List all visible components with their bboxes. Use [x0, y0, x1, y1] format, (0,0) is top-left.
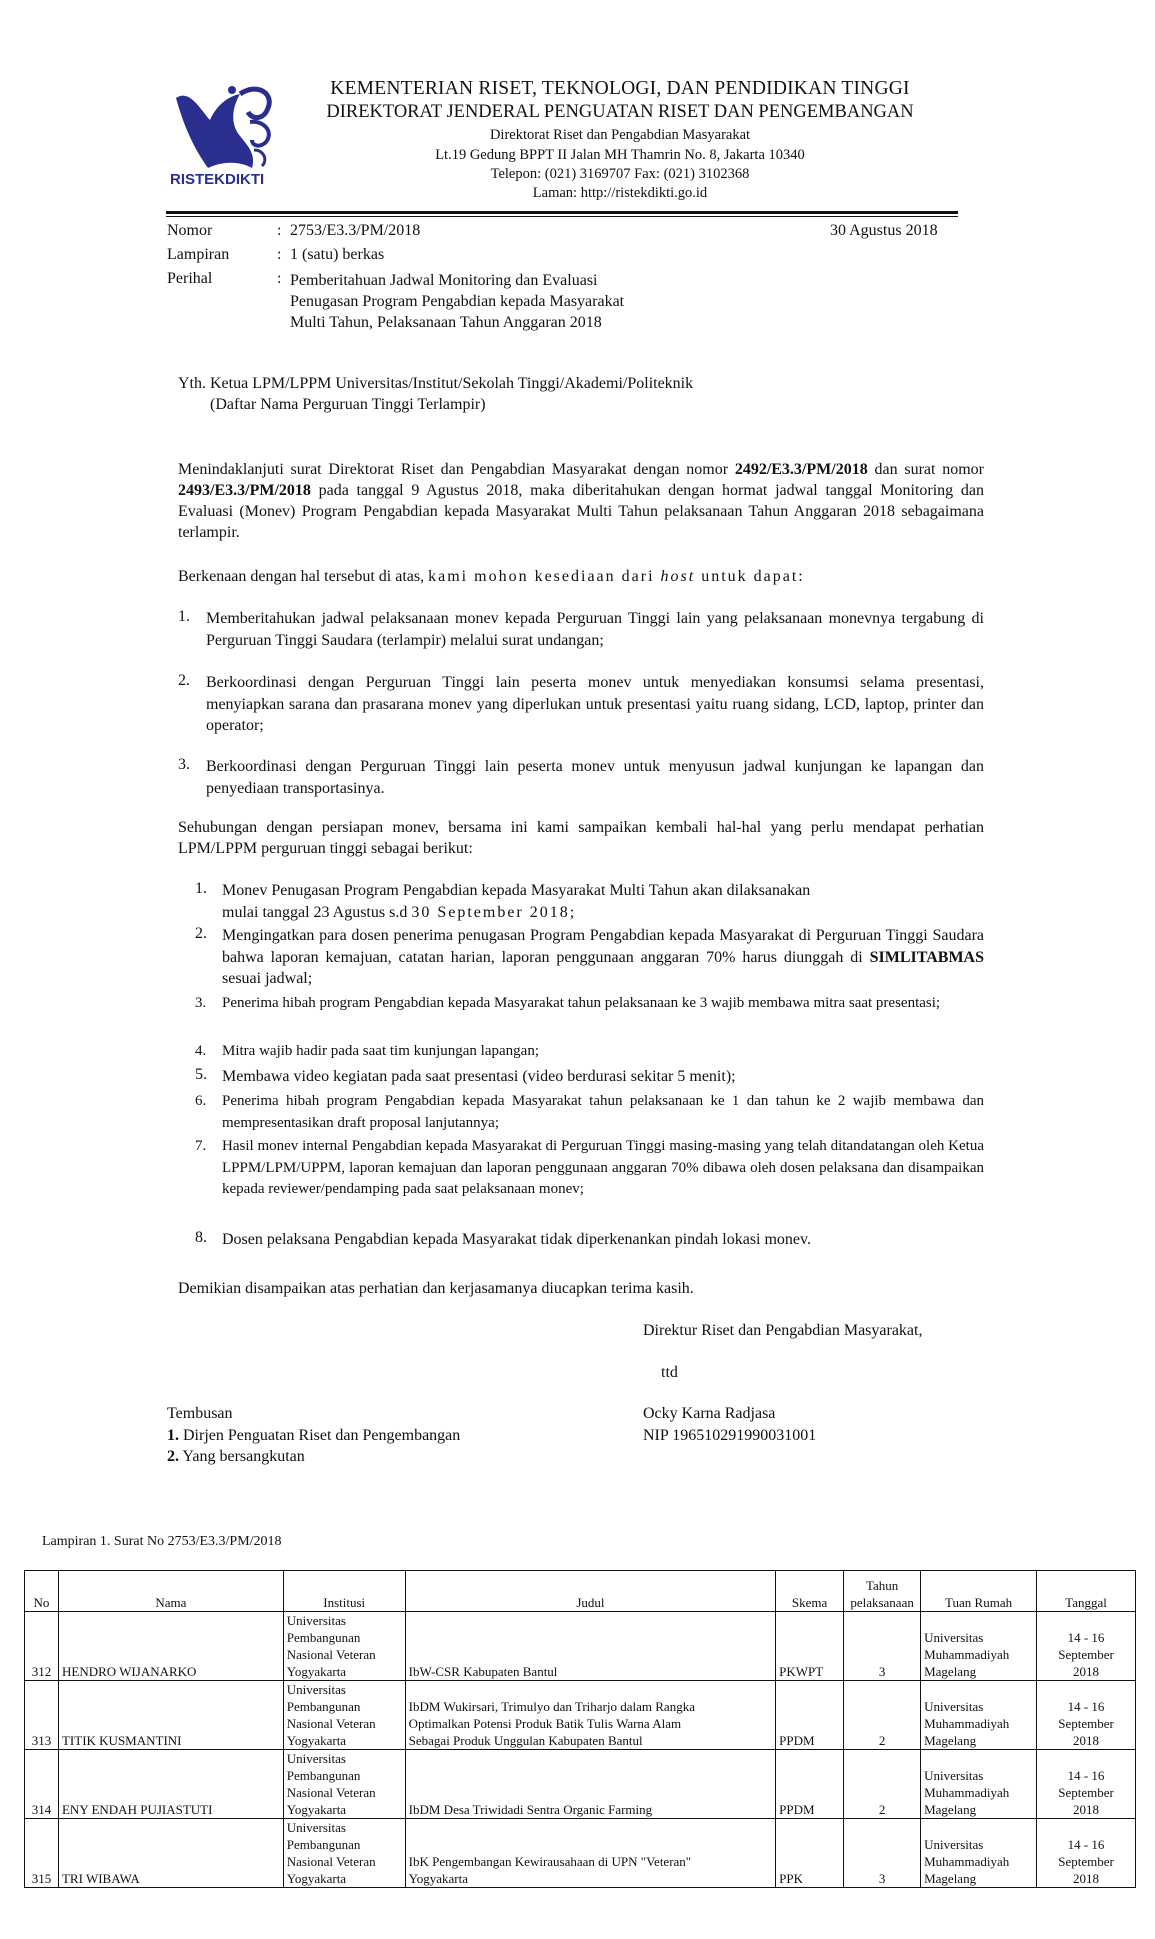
header-tahun-line-2: pelaksanaan	[850, 1595, 914, 1610]
cell-tahun: 2	[844, 1750, 921, 1819]
table-row	[25, 1681, 1136, 1750]
header-skema: Skema	[776, 1571, 844, 1612]
request-3-number: 3.	[178, 756, 190, 773]
cell-tanggal-line: 14 - 16	[1067, 1837, 1105, 1852]
p2-text-c: untuk dapat:	[695, 568, 805, 585]
cell-no: 314	[25, 1750, 59, 1819]
table-row	[25, 1750, 1136, 1819]
cell-tanggal-line: 14 - 16	[1067, 1768, 1105, 1783]
cell-institusi-line: Universitas	[286, 1820, 346, 1835]
p2-text-a: Berkenaan dengan hal tersebut di atas,	[178, 568, 429, 585]
cell-tahun: 3	[844, 1819, 921, 1888]
cell-tuan-rumah-line: Muhammadiyah	[924, 1854, 1010, 1869]
cell-tanggal-line: September	[1058, 1854, 1114, 1869]
cell-tanggal-line: September	[1058, 1716, 1114, 1731]
cell-judul-line: IbDM Desa Triwidadi Sentra Organic Farming	[408, 1802, 653, 1817]
cell-nama: TITIK KUSMANTINI	[58, 1681, 283, 1750]
cell-tuan-rumah-line: Universitas	[924, 1699, 984, 1714]
directorate-name: Direktorat Riset dan Pengabdian Masyarakat	[489, 127, 751, 143]
cell-skema: PPDM	[776, 1750, 844, 1819]
header-judul: Judul	[405, 1571, 775, 1612]
cell-institusi-line: Pembangunan	[286, 1837, 361, 1852]
note-2-simlitabmas: SIMLITABMAS	[869, 948, 984, 966]
cell-institusi-line: Universitas	[286, 1613, 346, 1628]
recipient-line-1: Yth. Ketua LPM/LPPM Universitas/Institut/Sekolah Tinggi/Akademi/Politeknik	[178, 375, 694, 392]
cell-judul-line: Sebagai Produk Unggulan Kabupaten Bantul	[408, 1733, 643, 1748]
note-3-number: 3.	[195, 995, 207, 1011]
office-phone: Telepon: (021) 3169707 Fax: (021) 3102368	[490, 166, 750, 182]
request-2-number: 2.	[178, 672, 190, 689]
cell-tanggal	[1037, 1612, 1136, 1681]
cell-tanggal	[1037, 1750, 1136, 1819]
cell-tuan-rumah	[921, 1612, 1037, 1681]
cell-tuan-rumah-line: Magelang	[924, 1802, 977, 1817]
cell-no: 312	[25, 1612, 59, 1681]
cc-item-2-number: 2.	[167, 1448, 179, 1465]
perihal-colon: :	[277, 270, 282, 287]
cell-tuan-rumah-line: Muhammadiyah	[924, 1785, 1010, 1800]
signatory-title: Direktur Riset dan Pengabdian Masyarakat,	[643, 1322, 923, 1339]
request-2-text: Berkoordinasi dengan Perguruan Tinggi lain peserta monev untuk menyediakan konsumsi selama presentasi, menyiapkan sarana dan prasarana monev yang diperlukan untuk presentasi yaitu ruang sidang, LCD, laptop, printer dan operator;	[206, 674, 984, 734]
note-2-number: 2.	[195, 925, 207, 942]
letterhead-rule-thick	[166, 211, 958, 214]
cell-judul-line: IbDM Wukirsari, Trimulyo dan Triharjo dalam Rangka	[408, 1699, 695, 1714]
cell-judul	[405, 1681, 775, 1750]
header-institusi: Institusi	[283, 1571, 405, 1612]
cell-institusi-line: Yogyakarta	[286, 1871, 347, 1886]
cell-tuan-rumah	[921, 1681, 1037, 1750]
perihal-line: Multi Tahun, Pelaksanaan Tahun Anggaran 2018	[290, 314, 602, 331]
cc-label: Tembusan	[167, 1405, 233, 1422]
note-1-line-2a: mulai tanggal 23 Agustus s.d	[222, 903, 412, 921]
request-1-text: Memberitahukan jadwal pelaksanaan monev kepada Perguruan Tinggi lain yang pelaksanaan monevnya tergabung di Perguruan Tinggi Saudara (terlampir) melalui surat undangan;	[206, 610, 984, 649]
ministry-title: KEMENTERIAN RISET, TEKNOLOGI, DAN PENDIDIKAN TINGGI	[330, 78, 910, 99]
cell-tuan-rumah-line: Magelang	[924, 1871, 977, 1886]
note-1-line-1: Monev Penugasan Program Pengabdian kepada Masyarakat Multi Tahun akan dilaksanakan	[222, 882, 811, 899]
cc-item-2	[167, 1448, 305, 1466]
table-row	[25, 1819, 1136, 1888]
request-intro	[178, 566, 984, 587]
header-tahun-line-1: Tahun	[865, 1578, 899, 1593]
cell-tanggal-line: September	[1058, 1647, 1114, 1662]
note-1-end-date: 30 September 2018;	[411, 903, 577, 921]
closing-sentence: Demikian disampaikan atas perhatian dan kerjasamanya diucapkan terima kasih.	[178, 1280, 694, 1297]
recipient-line-2: (Daftar Nama Perguruan Tinggi Terlampir)	[210, 396, 486, 413]
nomor-colon: :	[277, 222, 282, 239]
cell-judul	[405, 1750, 775, 1819]
cell-institusi-line: Pembangunan	[286, 1699, 361, 1714]
header-nama: Nama	[58, 1571, 283, 1612]
signature-ttd: ttd	[661, 1364, 678, 1381]
cell-judul-line: Optimalkan Potensi Produk Batik Tulis Warna Alam	[408, 1716, 682, 1731]
request-1-number: 1.	[178, 608, 190, 625]
cell-tuan-rumah-line: Muhammadiyah	[924, 1647, 1010, 1662]
p1-reference-2: 2493/E3.3/PM/2018	[178, 482, 311, 499]
p1-reference-1: 2492/E3.3/PM/2018	[734, 461, 868, 478]
perihal-label: Perihal	[167, 270, 213, 287]
note-4-number: 4.	[195, 1043, 207, 1059]
note-1-text	[222, 880, 962, 923]
header-no: No	[25, 1571, 59, 1612]
p1-text-c: pada tanggal 9 Agustus 2018, maka diberitahukan dengan hormat jadwal tanggal Monitoring dan Evaluasi (Monev) Program Pengabdian kepada Masyarakat Multi Tahun pelaksanaan Tahun Anggaran 2018 sebagaimana terlampir.	[178, 482, 984, 541]
office-address: Lt.19 Gedung BPPT II Jalan MH Thamrin No. 8, Jakarta 10340	[435, 147, 805, 163]
cell-tanggal-line: 14 - 16	[1067, 1699, 1105, 1714]
cell-tahun: 2	[844, 1681, 921, 1750]
opening-paragraph	[178, 459, 984, 543]
cell-institusi-line: Universitas	[286, 1682, 346, 1697]
note-6-number: 6.	[195, 1093, 207, 1109]
ristekdikti-logo-graphic	[168, 76, 280, 188]
cell-nama: HENDRO WIJANARKO	[58, 1612, 283, 1681]
cell-judul	[405, 1612, 775, 1681]
notes-intro: Sehubungan dengan persiapan monev, bersama ini kami sampaikan kembali hal-hal yang perlu mendapat perhatian LPM/LPPM perguruan tinggi sebagai berikut:	[178, 819, 984, 857]
cell-judul	[405, 1819, 775, 1888]
cell-institusi-line: Pembangunan	[286, 1630, 361, 1645]
table-row	[25, 1612, 1136, 1681]
perihal-line: Pemberitahuan Jadwal Monitoring dan Evaluasi	[290, 272, 598, 289]
note-3-text: Penerima hibah program Pengabdian kepada Masyarakat tahun pelaksanaan ke 3 wajib membawa mitra saat presentasi;	[222, 995, 941, 1011]
cell-tuan-rumah	[921, 1750, 1037, 1819]
logo-text: RISTEKDIKTI	[170, 171, 265, 188]
cell-institusi-line: Universitas	[286, 1751, 346, 1766]
cc-item-1-text: Dirjen Penguatan Riset dan Pengembangan	[183, 1427, 461, 1444]
cell-tanggal-line: 2018	[1073, 1871, 1100, 1886]
cell-skema: PPDM	[776, 1681, 844, 1750]
note-2-text-b: sesuai jadwal;	[222, 970, 313, 987]
cell-institusi	[283, 1681, 405, 1750]
cell-institusi-line: Yogyakarta	[286, 1733, 347, 1748]
cell-tanggal-line: September	[1058, 1785, 1114, 1800]
cell-tuan-rumah-line: Muhammadiyah	[924, 1716, 1010, 1731]
cell-institusi	[283, 1612, 405, 1681]
note-7-number: 7.	[195, 1138, 207, 1154]
request-3-text: Berkoordinasi dengan Perguruan Tinggi lain peserta monev untuk menyusun jadwal kunjungan ke lapangan dan penyediaan transportasinya.	[206, 758, 984, 797]
p2-host: host	[660, 568, 696, 585]
cell-institusi-line: Nasional Veteran	[286, 1785, 376, 1800]
attachment-label: Lampiran 1. Surat No 2753/E3.3/PM/2018	[42, 1534, 282, 1549]
note-1-number: 1.	[195, 880, 207, 897]
cc-item-1-number: 1.	[167, 1427, 179, 1444]
cell-institusi-line: Nasional Veteran	[286, 1854, 376, 1869]
cell-institusi-line: Pembangunan	[286, 1768, 361, 1783]
perihal-value	[290, 270, 624, 333]
cell-tanggal-line: 14 - 16	[1067, 1630, 1105, 1645]
cell-tuan-rumah-line: Universitas	[924, 1768, 984, 1783]
letter-date: 30 Agustus 2018	[830, 222, 938, 239]
cell-tuan-rumah	[921, 1819, 1037, 1888]
perihal-line: Penugasan Program Pengabdian kepada Masyarakat	[290, 293, 625, 310]
cell-judul-line: IbK Pengembangan Kewirausahaan di UPN "Veteran"	[408, 1854, 692, 1869]
cell-tanggal	[1037, 1681, 1136, 1750]
office-website: Laman: http://ristekdikti.go.id	[532, 185, 708, 201]
cell-tahun: 3	[844, 1612, 921, 1681]
cell-skema: PKWPT	[776, 1612, 844, 1681]
header-tanggal: Tanggal	[1037, 1571, 1136, 1612]
note-5-number: 5.	[195, 1066, 207, 1083]
note-8-number: 8.	[195, 1229, 207, 1246]
cell-institusi-line: Nasional Veteran	[286, 1716, 376, 1731]
signatory-nip: NIP 196510291990031001	[643, 1427, 817, 1444]
header-tuan-rumah: Tuan Rumah	[921, 1571, 1037, 1612]
note-7-text: Hasil monev internal Pengabdian kepada Masyarakat di Perguruan Tinggi masing-masing yang telah ditandatangan oleh Ketua LPPM/LPM/UPPM, laporan kemajuan dan laporan penggunaan anggaran 70% dibawa oleh dosen pelaksana dan disampaikan kepada reviewer/pendamping pada saat pelaksanaan monev;	[222, 1138, 984, 1197]
cell-tuan-rumah-line: Universitas	[924, 1630, 984, 1645]
ristekdikti-logo	[168, 76, 280, 188]
cell-tanggal-line: 2018	[1073, 1664, 1100, 1679]
cell-tuan-rumah-line: Universitas	[924, 1837, 984, 1852]
letterhead-rule-thin	[166, 216, 958, 217]
p1-text-b: dan surat nomor	[867, 461, 984, 478]
cell-tanggal-line: 2018	[1073, 1733, 1100, 1748]
cc-item-2-text: Yang bersangkutan	[182, 1448, 305, 1465]
note-8-text: Dosen pelaksana Pengabdian kepada Masyarakat tidak diperkenankan pindah lokasi monev.	[222, 1231, 811, 1248]
p2-text-b: kami mohon kesediaan dari	[428, 568, 661, 585]
cell-skema: PPK	[776, 1819, 844, 1888]
cell-judul-line: IbW-CSR Kabupaten Bantul	[408, 1664, 558, 1679]
cell-tuan-rumah-line: Magelang	[924, 1664, 977, 1679]
cc-item-1	[167, 1427, 460, 1445]
cell-institusi-line: Yogyakarta	[286, 1664, 347, 1679]
cell-nama: ENY ENDAH PUJIASTUTI	[58, 1750, 283, 1819]
directorate-general-title: DIREKTORAT JENDERAL PENGUATAN RISET DAN PENGEMBANGAN	[326, 102, 914, 122]
p1-text-a: Menindaklanjuti surat Direktorat Riset dan Pengabdian Masyarakat dengan nomor	[178, 461, 735, 478]
note-2-text-a: Mengingatkan para dosen penerima penugasan Program Pengabdian kepada Masyarakat di Perguruan Tinggi Saudara bahwa laporan kemajuan, catatan harian, laporan penggunaan anggaran 70% harus diunggah di	[222, 927, 984, 966]
note-1-line-2	[222, 902, 962, 924]
cell-tuan-rumah-line: Magelang	[924, 1733, 977, 1748]
table-header-row	[25, 1571, 1136, 1612]
lampiran-value: 1 (satu) berkas	[290, 246, 385, 263]
nomor-label: Nomor	[167, 222, 213, 239]
note-6-text: Penerima hibah program Pengabdian kepada Masyarakat tahun pelaksanaan ke 1 dan tahun ke 2 wajib membawa dan mempresentasikan draft proposal lanjutannya;	[222, 1093, 984, 1131]
signatory-name: Ocky Karna Radjasa	[643, 1405, 776, 1422]
monev-schedule-table	[24, 1570, 1136, 1888]
lampiran-colon: :	[277, 246, 282, 263]
note-5-text: Membawa video kegiatan pada saat presentasi (video berdurasi sekitar 5 menit);	[222, 1068, 736, 1085]
cell-nama: TRI WIBAWA	[58, 1819, 283, 1888]
cell-no: 313	[25, 1681, 59, 1750]
cell-judul-line: Yogyakarta	[408, 1871, 468, 1886]
cell-tanggal-line: 2018	[1073, 1802, 1100, 1817]
cell-no: 315	[25, 1819, 59, 1888]
lampiran-label: Lampiran	[167, 246, 230, 263]
note-2-text	[222, 925, 984, 990]
cell-institusi-line: Nasional Veteran	[286, 1647, 376, 1662]
cell-institusi-line: Yogyakarta	[286, 1802, 347, 1817]
note-4-text: Mitra wajib hadir pada saat tim kunjungan lapangan;	[222, 1043, 539, 1059]
header-tahun-pelaksanaan	[844, 1571, 921, 1612]
cell-institusi	[283, 1819, 405, 1888]
cell-tanggal	[1037, 1819, 1136, 1888]
cell-institusi	[283, 1750, 405, 1819]
nomor-value: 2753/E3.3/PM/2018	[290, 222, 421, 239]
